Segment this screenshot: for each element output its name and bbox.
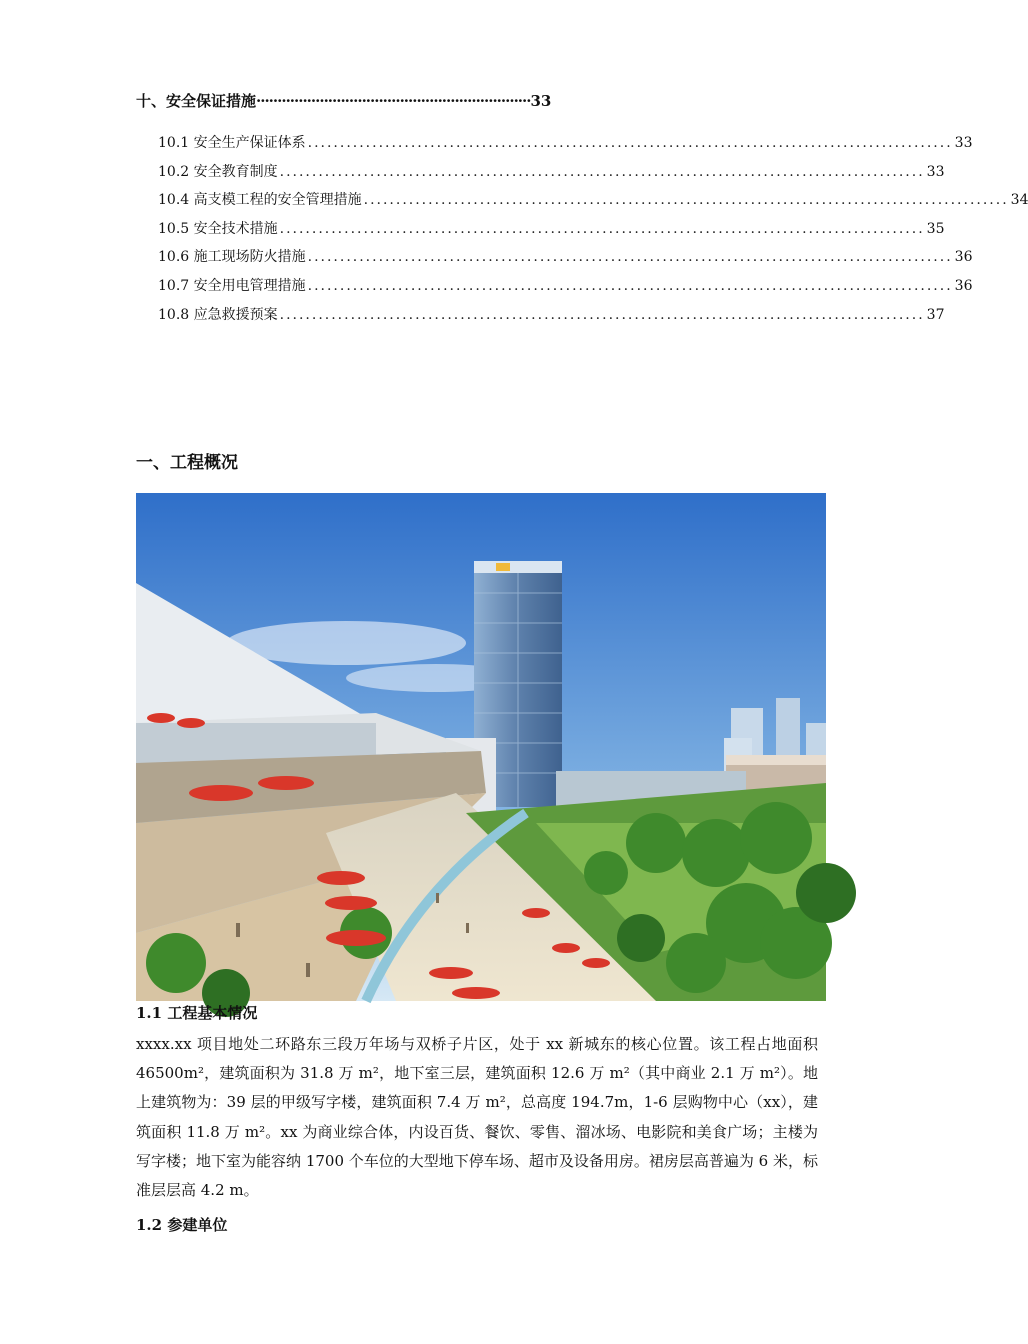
toc-heading-leader: ································································· [256, 92, 531, 110]
toc-heading-page: 33 [530, 92, 552, 110]
toc-entry-title: 10.5 安全技术措施 [158, 220, 278, 237]
toc-entry-page: 36 [954, 277, 973, 294]
toc-entry-title: 10.8 应急救援预案 [158, 306, 278, 323]
table-of-contents [158, 132, 1028, 332]
toc-entry-page: 35 [926, 220, 945, 237]
toc-entry-leader: .................................................................................................... [307, 249, 953, 266]
toc-entry-page: 37 [926, 306, 945, 323]
toc-entry-leader: .................................................................................................... [363, 192, 1009, 209]
toc-entry-page: 33 [954, 135, 973, 151]
toc-entry-title: 10.1 安全生产保证体系 [158, 135, 306, 151]
subsection-title: 1.2 参建单位 [136, 1216, 228, 1234]
section-title: 一、工程概况 [136, 453, 238, 473]
toc-entry-page: 36 [954, 249, 973, 266]
toc-entry[interactable] [158, 246, 973, 275]
toc-entry-title: 10.4 高支模工程的安全管理措施 [158, 192, 362, 209]
toc-entry-leader: .................................................................................................... [307, 135, 953, 151]
toc-entry-title: 10.6 施工现场防火措施 [158, 249, 306, 266]
toc-entry[interactable] [158, 189, 1028, 218]
subsection-paragraph: xxxx.xx 项目地处二环路东三段万年场与双桥子片区，处于 xx 新城东的核心位置。该工程占地面积 46500m²，建筑面积为 31.8 万 m²，地下室三层，建筑面积 12.6 万 m²（其中商业 2.1 万 m²）。地上建筑物为：39 层的甲级写字楼，建筑面积 7.4 万 m²，总高度 194.7m，1-6 层购物中心（xx），建筑面积 11.8 万 m²。xx 为商业综合体，内设百货、餐饮、零售、溜冰场、电影院和美食广场；主楼为写字楼；地下室为能容纳 1700 个车位的大型地下停车场、超市及设备用房。裙房层高普遍为 6 米，标准层层高 4.2 m。 [136, 1035, 818, 1200]
toc-heading[interactable] [136, 90, 551, 111]
toc-heading-title: 十、安全保证措施 [136, 92, 257, 110]
toc-entry-leader: .................................................................................................... [279, 220, 925, 237]
project-rendering-image [136, 493, 826, 1001]
toc-entry-title: 10.7 安全用电管理措施 [158, 277, 306, 294]
toc-entry-leader: .................................................................................................... [279, 306, 925, 323]
toc-entry[interactable] [158, 132, 973, 161]
toc-entry-page: 33 [926, 163, 945, 180]
toc-entry-page: 34 [1010, 192, 1028, 209]
toc-entry-title: 10.2 安全教育制度 [158, 163, 278, 180]
toc-entry[interactable] [158, 161, 945, 190]
toc-entry[interactable] [158, 275, 973, 304]
toc-entry[interactable] [158, 304, 945, 333]
toc-entry-leader: .................................................................................................... [279, 163, 925, 180]
subsection-title: 1.1 工程基本情况 [136, 1004, 258, 1022]
toc-entry[interactable] [158, 218, 945, 247]
toc-entry-leader: .................................................................................................... [307, 277, 953, 294]
